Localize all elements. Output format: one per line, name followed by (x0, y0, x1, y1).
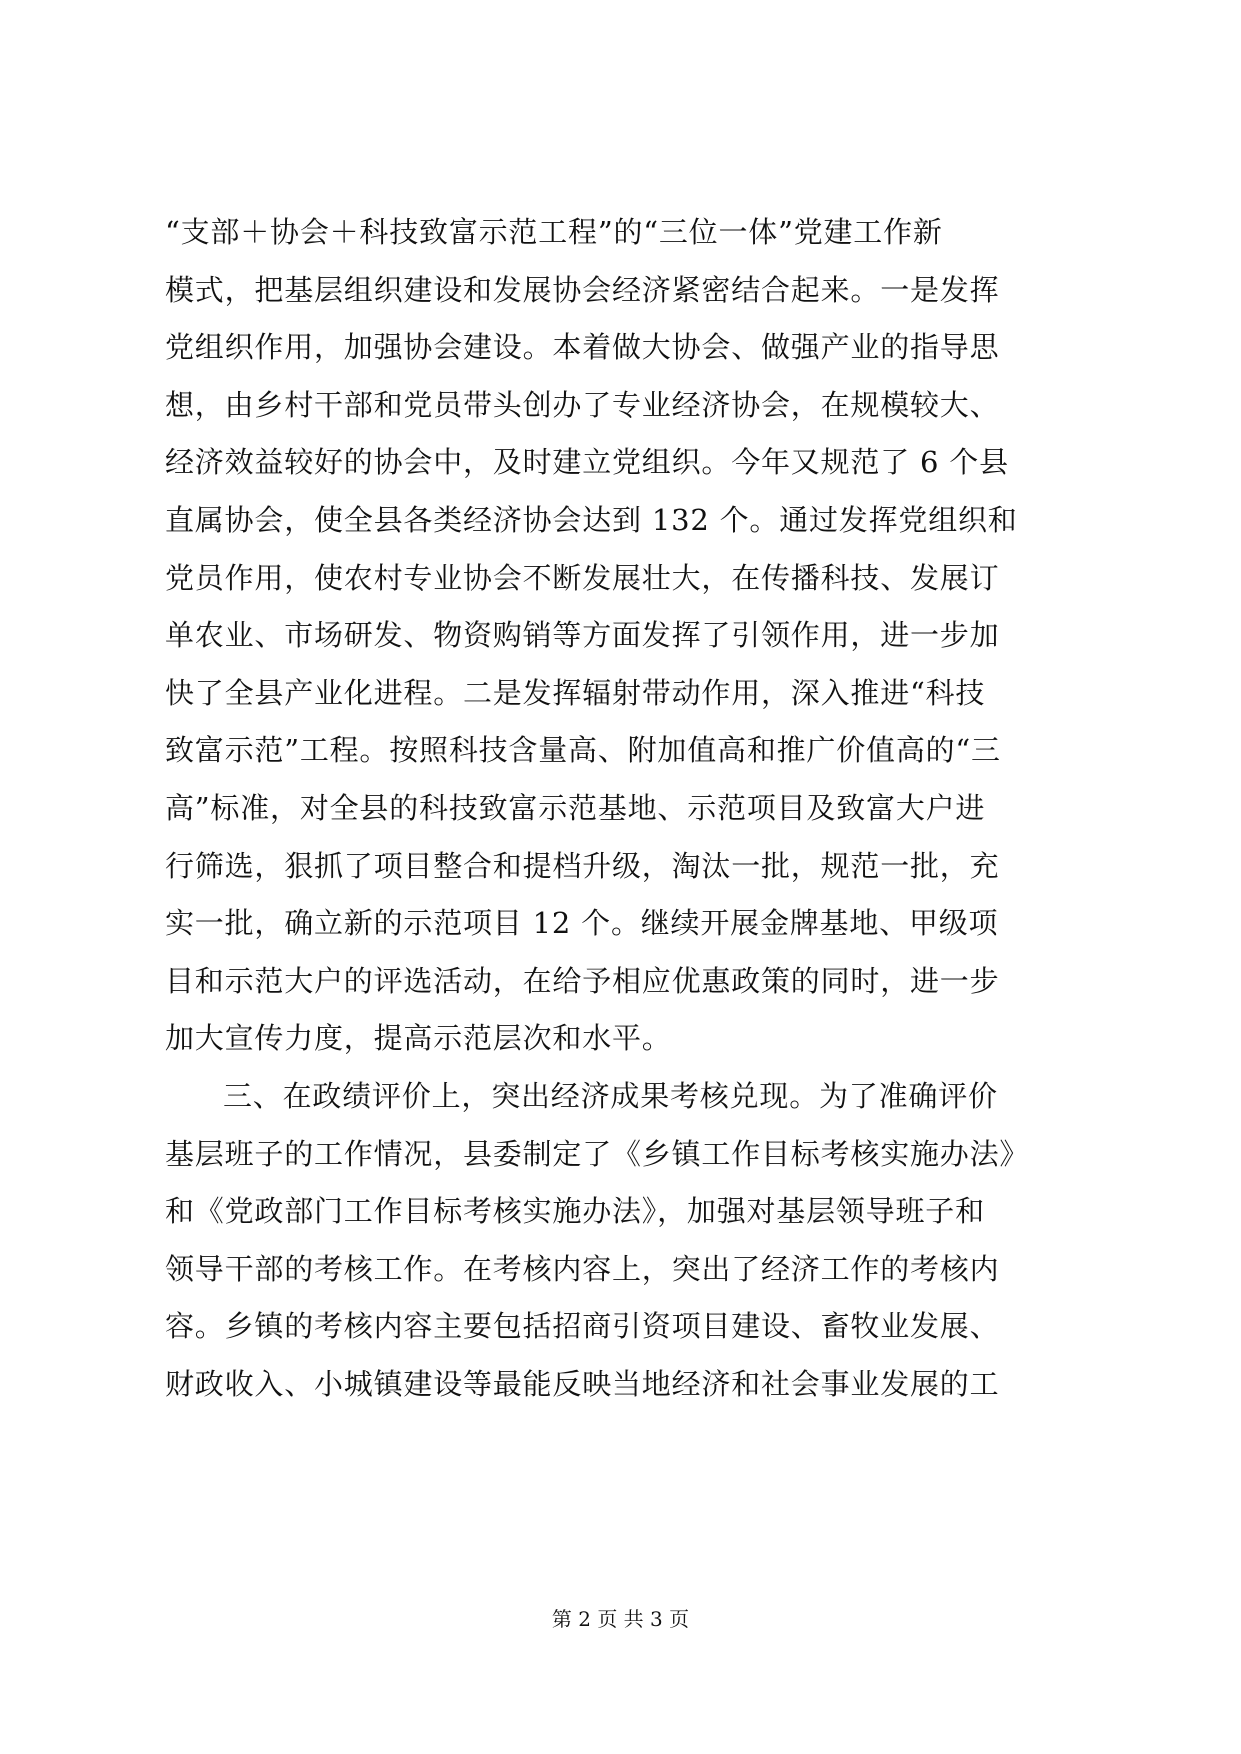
text-line: 目和示范大户的评选活动，在给予相应优惠政策的同时，进一步 (165, 963, 1000, 998)
text-line: 基层班子的工作情况，县委制定了《乡镇工作目标考核实施办法》 (165, 1136, 1030, 1171)
text-line: 直属协会，使全县各类经济协会达到 132 个。通过发挥党组织和 (165, 502, 1018, 537)
text-line: 容。乡镇的考核内容主要包括招商引资项目建设、畜牧业发展、 (165, 1309, 1000, 1344)
text-line: 加大宣传力度，提高示范层次和水平。 (165, 1021, 672, 1056)
text-line: 行筛选，狠抓了项目整合和提档升级，淘汰一批，规范一批，充 (165, 848, 1000, 883)
text-line: 财政收入、小城镇建设等最能反映当地经济和社会事业发展的工 (165, 1366, 1000, 1401)
text-line: 快了全县产业化进程。二是发挥辐射带动作用，深入推进“科技 (165, 675, 986, 710)
text-line: 单农业、市场研发、物资购销等方面发挥了引领作用，进一步加 (165, 618, 1000, 653)
section-heading-line: 三、在政绩评价上，突出经济成果考核兑现。为了准确评价 (223, 1078, 998, 1113)
text-line: 高”标准，对全县的科技致富示范基地、示范项目及致富大户进 (165, 790, 986, 825)
text-line: 经济效益较好的协会中，及时建立党组织。今年又规范了 6 个县 (165, 445, 1009, 480)
text-line: 党组织作用，加强协会建设。本着做大协会、做强产业的指导思 (165, 330, 1000, 365)
text-line: “支部＋协会＋科技致富示范工程”的“三位一体”党建工作新 (165, 215, 943, 249)
text-line: 领导干部的考核工作。在考核内容上，突出了经济工作的考核内 (165, 1251, 1000, 1286)
text-line: 想，由乡村干部和党员带头创办了专业经济协会，在规模较大、 (165, 387, 1000, 422)
text-line: 模式，把基层组织建设和发展协会经济紧密结合起来。一是发挥 (165, 272, 1000, 307)
text-line: 致富示范”工程。按照科技含量高、附加值高和推广价值高的“三 (165, 733, 1001, 768)
text-line: 实一批，确立新的示范项目 12 个。继续开展金牌基地、甲级项 (165, 906, 999, 941)
text-line: 和《党政部门工作目标考核实施办法》，加强对基层领导班子和 (165, 1194, 985, 1229)
document-body (165, 204, 1085, 1413)
page-number-footer: 第 2 页 共 3 页 (551, 1607, 690, 1631)
text-line: 党员作用，使农村专业协会不断发展壮大，在传播科技、发展订 (165, 560, 1000, 595)
